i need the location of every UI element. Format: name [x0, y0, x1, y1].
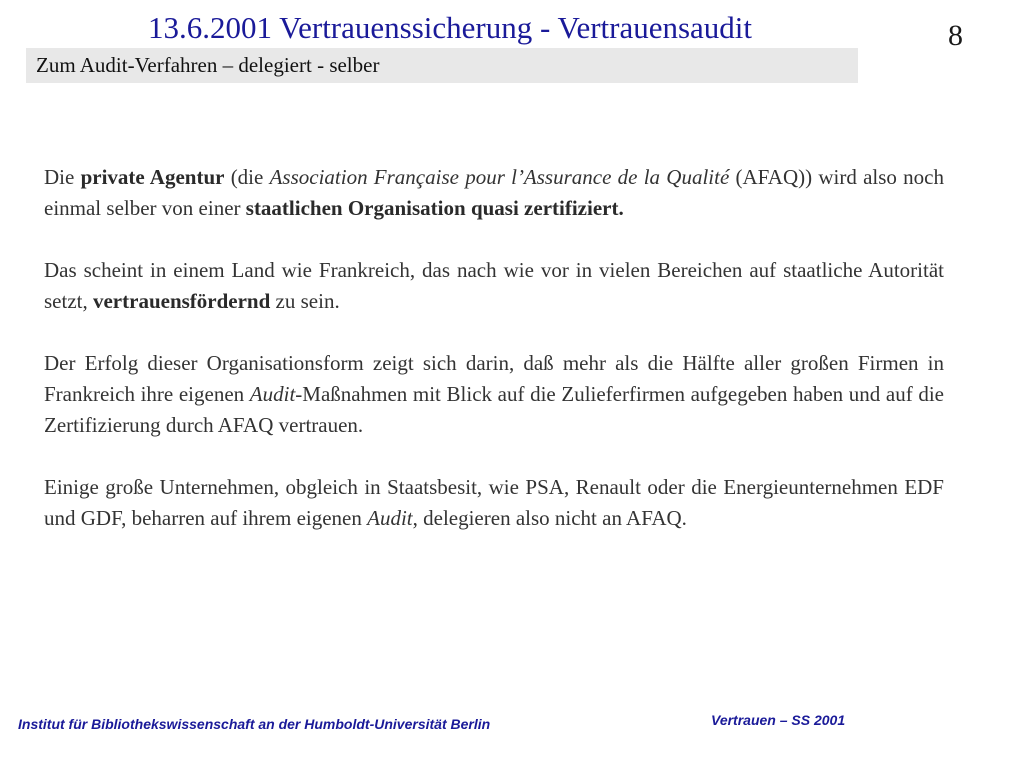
paragraph-4-text-2: , delegieren also nicht an AFAQ.	[412, 506, 687, 530]
paragraph-2-bold-1: vertrauensfördernd	[92, 289, 271, 313]
paragraph-1	[44, 162, 944, 224]
slide-title: 13.6.2001 Vertrauenssicherung - Vertrauensaudit	[147, 10, 753, 45]
slide-body	[44, 162, 944, 565]
paragraph-1-bold-1: private Agentur	[80, 165, 225, 189]
paragraph-4-text-1: Einige große Unternehmen, obgleich in Staatsbesit, wie PSA, Renault oder die Energieunternehmen EDF und GDF, beharren auf ihrem eigenen	[44, 475, 944, 530]
subtitle-bar	[26, 48, 858, 83]
paragraph-1-italic-1: Association Française pour l’Assurance de la Qualité	[269, 165, 730, 189]
paragraph-4	[44, 472, 944, 534]
paragraph-3-text-2: -Maßnahmen mit Blick auf die Zulieferfirmen aufgegeben haben und auf die Zertifizierung durch AFAQ vertrauen.	[44, 382, 944, 437]
paragraph-1-text-2: (die	[224, 165, 270, 189]
footer-course: Vertrauen – SS 2001	[711, 712, 846, 728]
paragraph-3-text-1: Der Erfolg dieser Organisationsform zeigt sich darin, daß mehr als die Hälfte aller großen Firmen in Frankreich ihre eigenen	[44, 351, 944, 406]
paragraph-3-italic-1: Audit	[249, 382, 296, 406]
paragraph-1-bold-2: staatlichen Organisation quasi zertifiziert.	[245, 196, 624, 220]
paragraph-1-text-3: (AFAQ)) wird also noch einmal selber von einer	[44, 165, 944, 220]
paragraph-2-text-1: Das scheint in einem Land wie Frankreich, das nach wie vor in vielen Bereichen auf staatliche Autorität setzt,	[44, 258, 944, 313]
paragraph-3	[44, 348, 944, 441]
paragraph-4-italic-1: Audit	[367, 506, 413, 530]
footer-institution: Institut für Bibliothekswissenschaft an der Humboldt-Universität Berlin	[18, 716, 491, 732]
paragraph-2-text-2: zu sein.	[270, 289, 340, 313]
subtitle-text: Zum Audit-Verfahren – delegiert - selber	[36, 53, 380, 77]
paragraph-1-text-1: Die	[44, 165, 81, 189]
page-number: 8	[948, 19, 963, 52]
paragraph-2	[44, 255, 944, 317]
